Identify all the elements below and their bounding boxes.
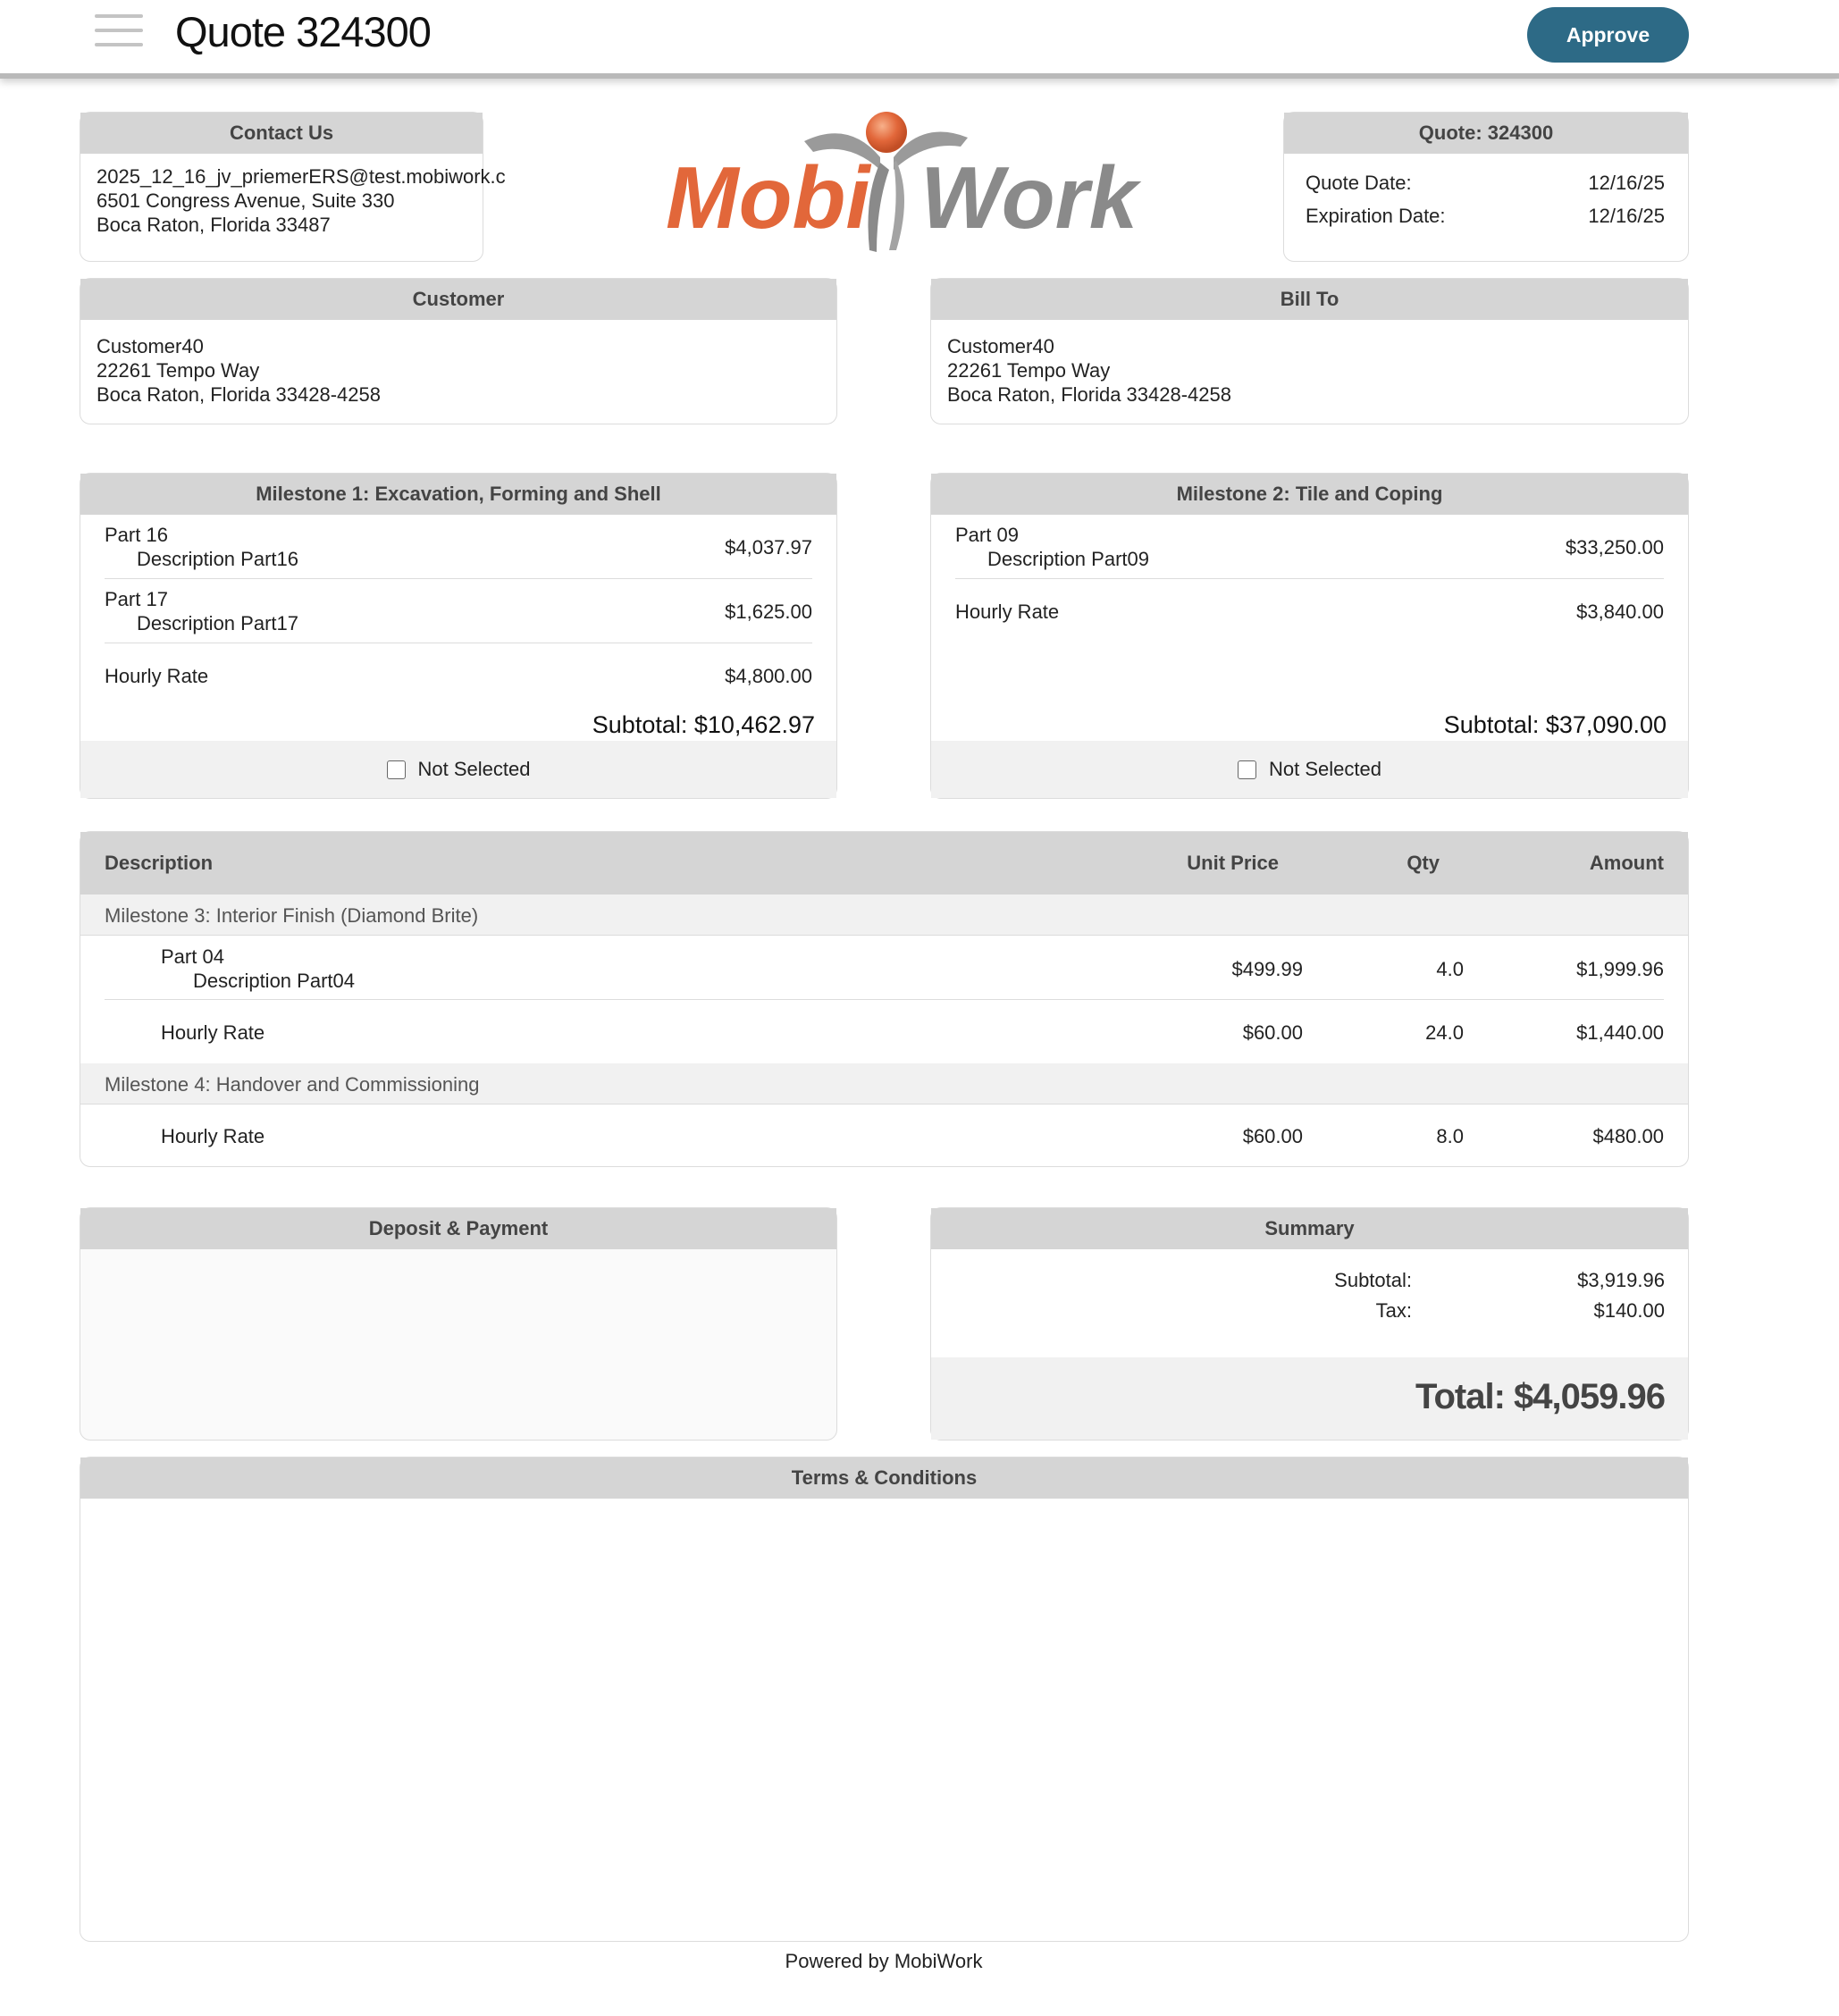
contact-address-line2: Boca Raton, Florida 33487 [97,214,331,236]
grand-total: Total: $4,059.96 [1415,1377,1665,1416]
quote-date-row [1300,166,1672,199]
item-name: Hourly Rate [955,601,1060,623]
mobiwork-logo [666,107,1138,259]
summary-tax-value: $140.00 [1593,1299,1665,1322]
row-unit-price: $60.00 [1242,1125,1303,1147]
item-name: Part 16 [105,524,168,546]
row-unit-price: $60.00 [1242,1021,1303,1044]
customer-address-line1: 22261 Tempo Way [97,359,260,382]
milestone-1-select[interactable] [80,741,836,798]
column-header-description: Description [105,852,214,874]
list-item [105,579,812,643]
list-item [955,515,1664,579]
table-header [80,832,1688,895]
bill-to-name: Customer40 [947,335,1054,357]
bill-to-heading: Bill To [931,279,1688,320]
list-item [955,579,1664,643]
summary-subtotal-label: Subtotal: [1334,1269,1412,1291]
terms-heading: Terms & Conditions [80,1457,1688,1499]
milestone-1-heading: Milestone 1: Excavation, Forming and Shell [80,474,836,515]
expiration-date-row [1300,199,1672,232]
quote-heading: Quote: 324300 [1284,113,1688,154]
quote-date-label: Quote Date: [1306,172,1412,194]
quote-info-panel [1283,112,1689,262]
milestone-2-checkbox[interactable] [1238,760,1256,779]
item-name: Part 09 [955,524,1019,546]
milestone-1-checkbox[interactable] [387,760,406,779]
milestone-2-select-label: Not Selected [1269,758,1381,780]
deposit-heading: Deposit & Payment [80,1208,836,1249]
powered-by-footer: Powered by MobiWork [785,1950,983,1972]
menu-icon[interactable] [95,14,143,50]
logo-text-mobi: Mobi [666,148,870,247]
summary-panel [930,1207,1689,1441]
page-title: Quote 324300 [175,8,431,55]
group-title: Milestone 4: Handover and Commissioning [105,1073,480,1096]
row-amount: $480.00 [1592,1125,1664,1147]
expiration-date-value: 12/16/25 [1588,205,1665,227]
item-price: $33,250.00 [1565,536,1664,559]
terms-panel [80,1457,1689,1942]
row-description: Description Part04 [193,970,355,992]
list-item [105,643,812,708]
contact-address-line1: 6501 Congress Avenue, Suite 330 [97,189,395,212]
group-title: Milestone 3: Interior Finish (Diamond Brite) [105,904,479,927]
deposit-payment-panel [80,1207,837,1441]
row-name: Part 04 [161,945,224,968]
summary-tax-label: Tax: [1375,1299,1412,1322]
bill-to-address-line2: Boca Raton, Florida 33428-4258 [947,383,1231,406]
table-group-row [80,895,1688,936]
quote-date-value: 12/16/25 [1588,172,1665,194]
contact-heading: Contact Us [80,113,483,154]
top-bar [0,0,1839,79]
row-amount: $1,999.96 [1576,958,1664,980]
list-item [105,515,812,579]
item-description: Description Part09 [987,548,1149,570]
milestone-2-card [930,473,1689,799]
item-price: $1,625.00 [725,601,812,623]
expiration-date-label: Expiration Date: [1306,205,1446,227]
contact-panel [80,112,506,262]
row-name: Hourly Rate [161,1125,265,1147]
logo-text-work: Work [920,148,1138,247]
line-items-table [80,831,1689,1167]
item-price: $4,037.97 [725,536,812,559]
customer-panel [80,278,837,424]
approve-button[interactable]: Approve [1527,7,1689,63]
milestone-1-card [80,473,837,799]
customer-name: Customer40 [97,335,204,357]
row-qty: 24.0 [1425,1021,1464,1044]
row-qty: 4.0 [1436,958,1464,980]
table-group-row [80,1063,1688,1105]
milestone-2-select[interactable] [931,741,1688,798]
item-name: Hourly Rate [105,665,209,687]
item-name: Part 17 [105,588,168,610]
milestone-1-select-label: Not Selected [417,758,531,780]
table-row [105,1104,1664,1167]
milestone-2-heading: Milestone 2: Tile and Coping [931,474,1688,515]
total-box [931,1357,1688,1440]
customer-address-line2: Boca Raton, Florida 33428-4258 [97,383,381,406]
item-description: Description Part16 [137,548,298,570]
item-price: $4,800.00 [725,665,812,687]
contact-email: 2025_12_16_jv_priemerERS@test.mobiwork.c [97,165,506,188]
summary-subtotal-value: $3,919.96 [1577,1269,1665,1291]
milestone-2-subtotal: Subtotal: $37,090.00 [1443,711,1667,738]
column-header-qty: Qty [1407,852,1440,874]
row-unit-price: $499.99 [1231,958,1303,980]
item-description: Description Part17 [137,612,298,634]
table-row [105,1000,1664,1063]
row-amount: $1,440.00 [1576,1021,1664,1044]
column-header-amount: Amount [1589,852,1664,874]
row-qty: 8.0 [1436,1125,1464,1147]
bill-to-panel [930,278,1689,424]
row-name: Hourly Rate [161,1021,265,1044]
column-header-unit-price: Unit Price [1187,852,1279,874]
table-row [105,937,1664,1000]
summary-heading: Summary [931,1208,1688,1249]
item-price: $3,840.00 [1576,601,1664,623]
bill-to-address-line1: 22261 Tempo Way [947,359,1111,382]
customer-heading: Customer [80,279,836,320]
milestone-1-subtotal: Subtotal: $10,462.97 [592,711,815,738]
